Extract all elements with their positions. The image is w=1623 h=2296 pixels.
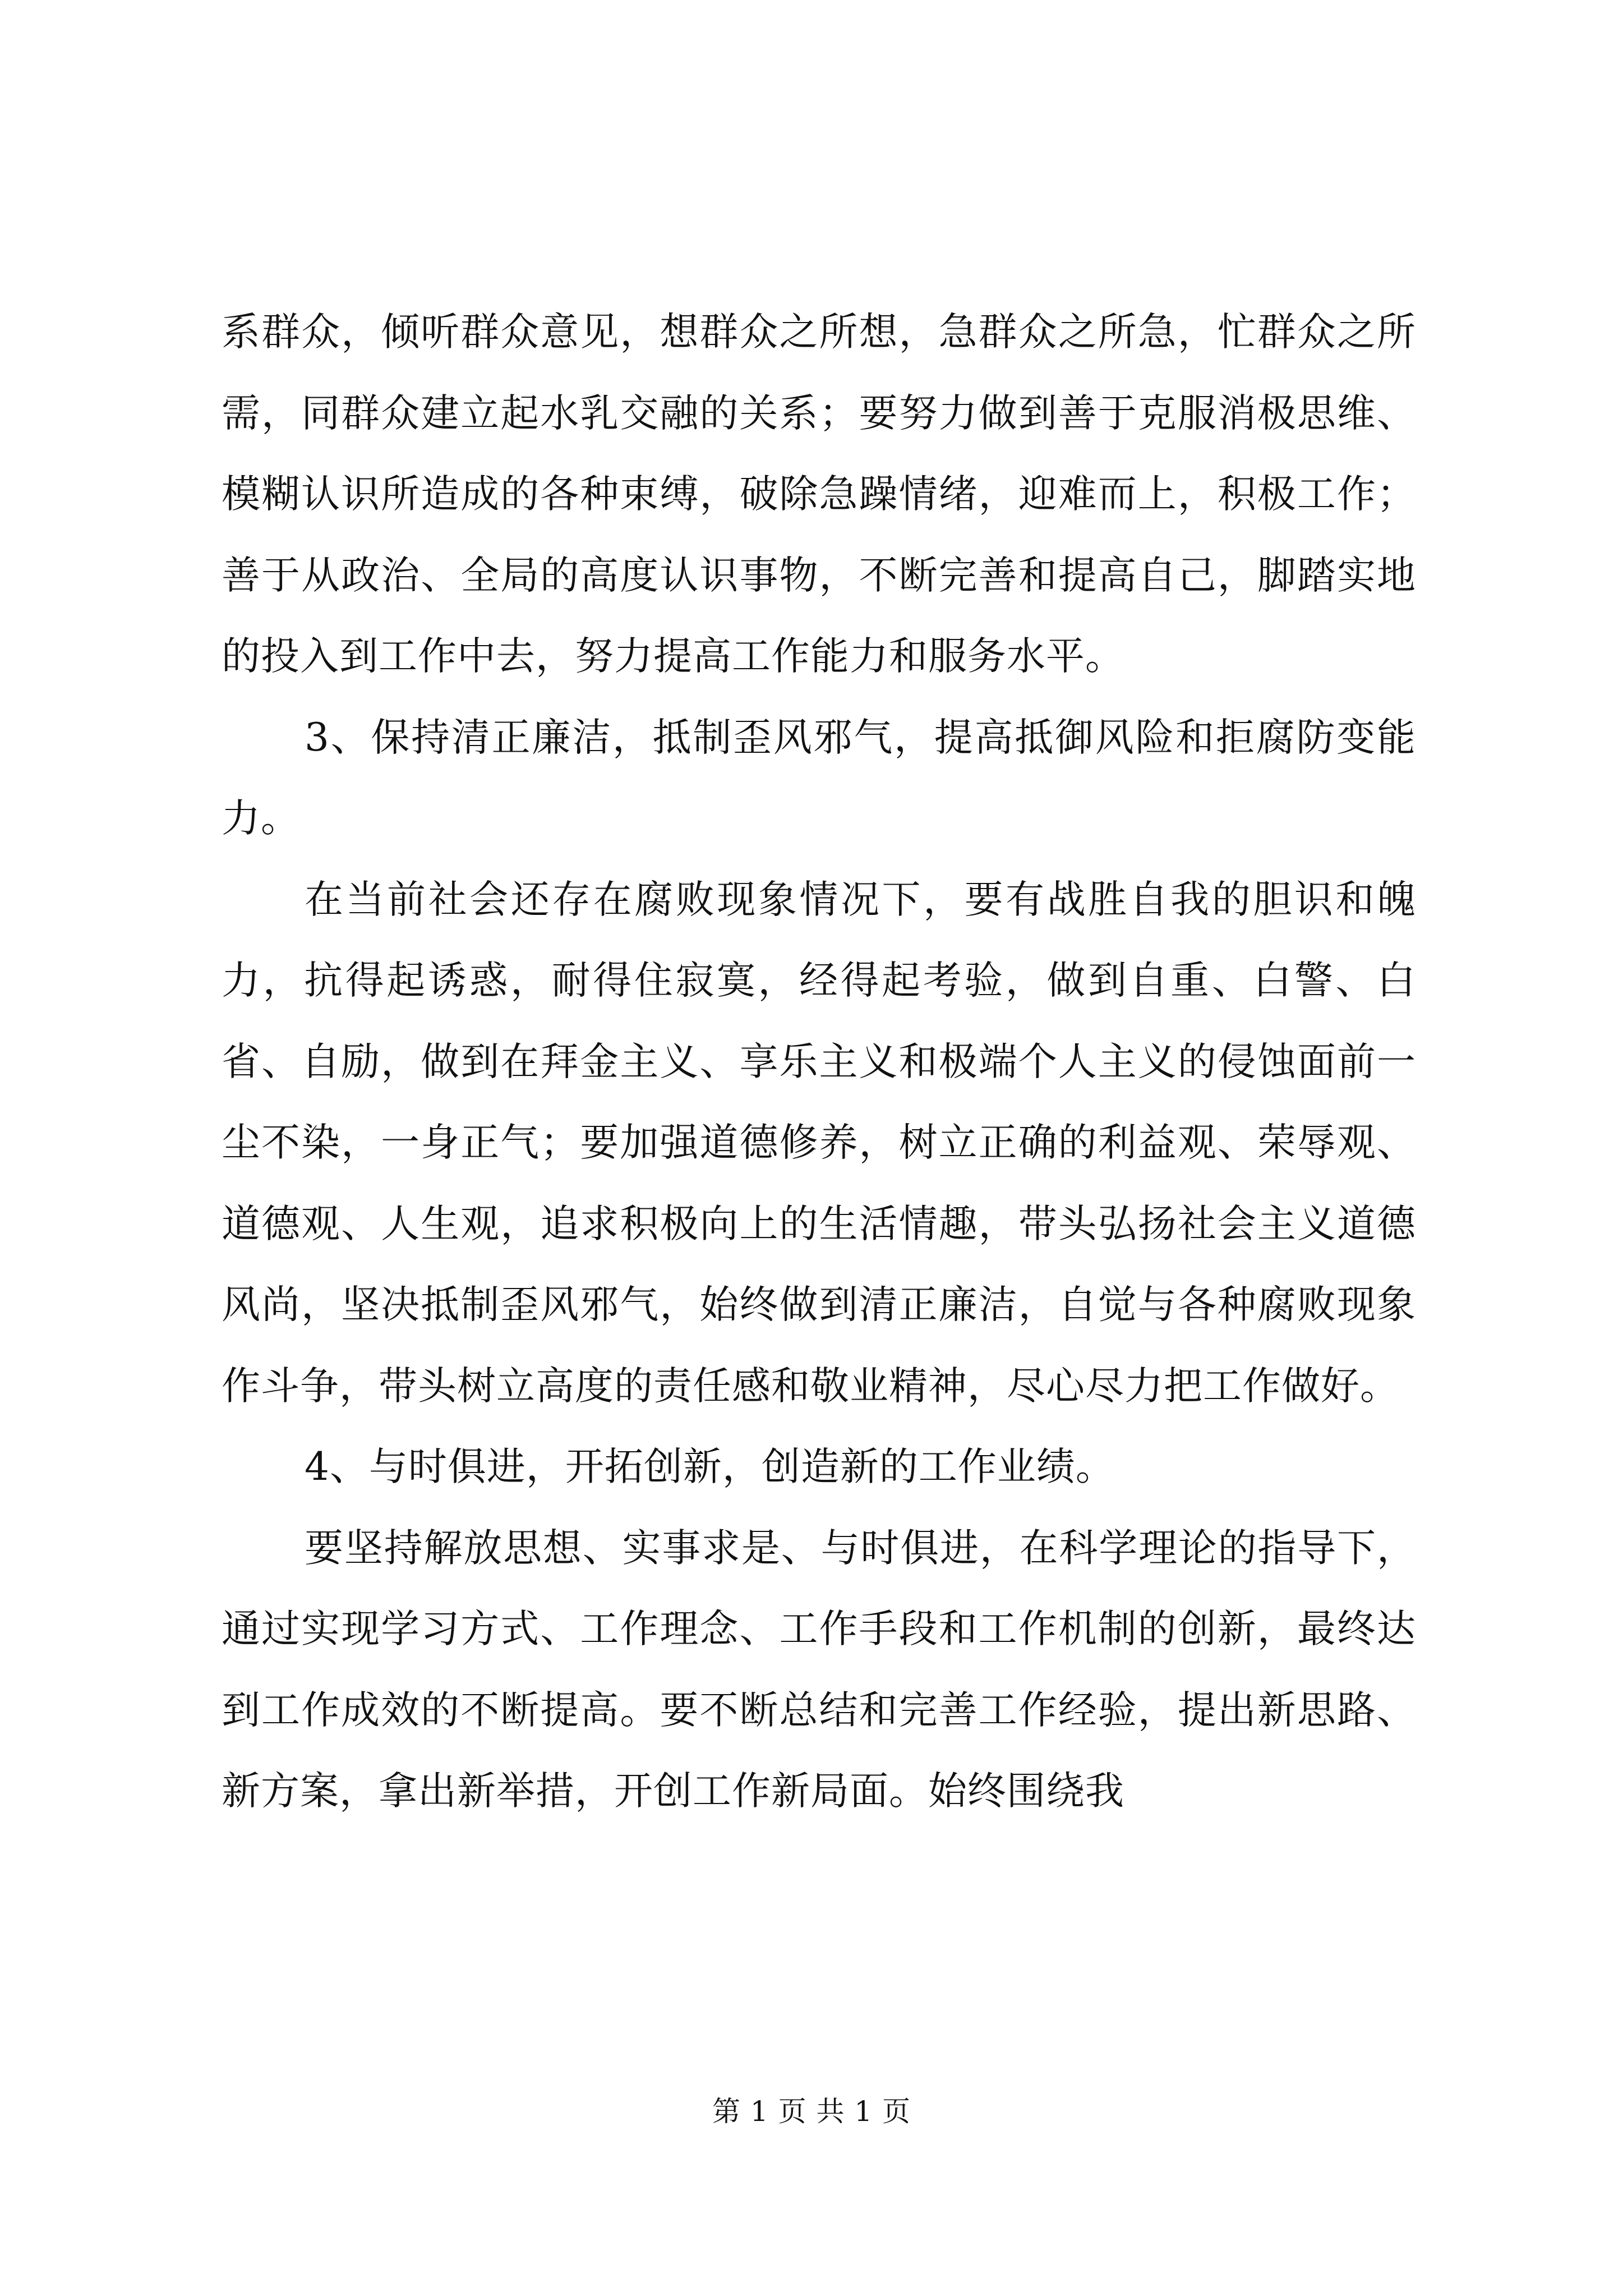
document-body (222, 292, 1416, 1832)
paragraph-3: 在当前社会还存在腐败现象情况下，要有战胜自我的胆识和魄力，抗得起诱惑，耐得住寂寞，经得起考验，做到自重、白警、白省、自励，做到在拜金主义、享乐主义和极端个人主义的侵蚀面前一尘不染，一身正气；要加强道德修养，树立正确的利益观、荣辱观、道德观、人生观，追求积极向上的生活情趣，带头弘扬社会主义道德风尚，坚决抵制歪风邪气，始终做到清正廉洁，自觉与各种腐败现象作斗争，带头树立高度的责任感和敬业精神，尽心尽力把工作做好。 (222, 877, 1416, 1409)
paragraph-1: 系群众，倾听群众意见，想群众之所想，急群众之所急，忙群众之所需，同群众建立起水乳交融的关系；要努力做到善于克服消极思维、模糊认识所造成的各种束缚，破除急躁情绪，迎难而上，积极工作；善于从政治、全局的高度认识事物，不断完善和提高自己，脚踏实地的投入到工作中去，努力提高工作能力和服务水平。 (222, 310, 1416, 679)
paragraph-5: 要坚持解放思想、实事求是、与时俱进，在科学理论的指导下，通过实现学习方式、工作理念、工作手段和工作机制的创新，最终达到工作成效的不断提高。要不断总结和完善工作经验，提出新思路、新方案，拿出新举措，开创工作新局面。始终围绕我 (222, 1525, 1416, 1814)
page-footer: 第 1 页 共 1 页 (712, 2095, 911, 2128)
paragraph-4-heading: 4、与时俱进，开拓创新，创造新的工作业绩。 (305, 1444, 1115, 1489)
paragraph-2-heading: 3、保持清正廉洁，抵制歪风邪气，提高抵御风险和拒腐防变能力。 (222, 715, 1416, 841)
